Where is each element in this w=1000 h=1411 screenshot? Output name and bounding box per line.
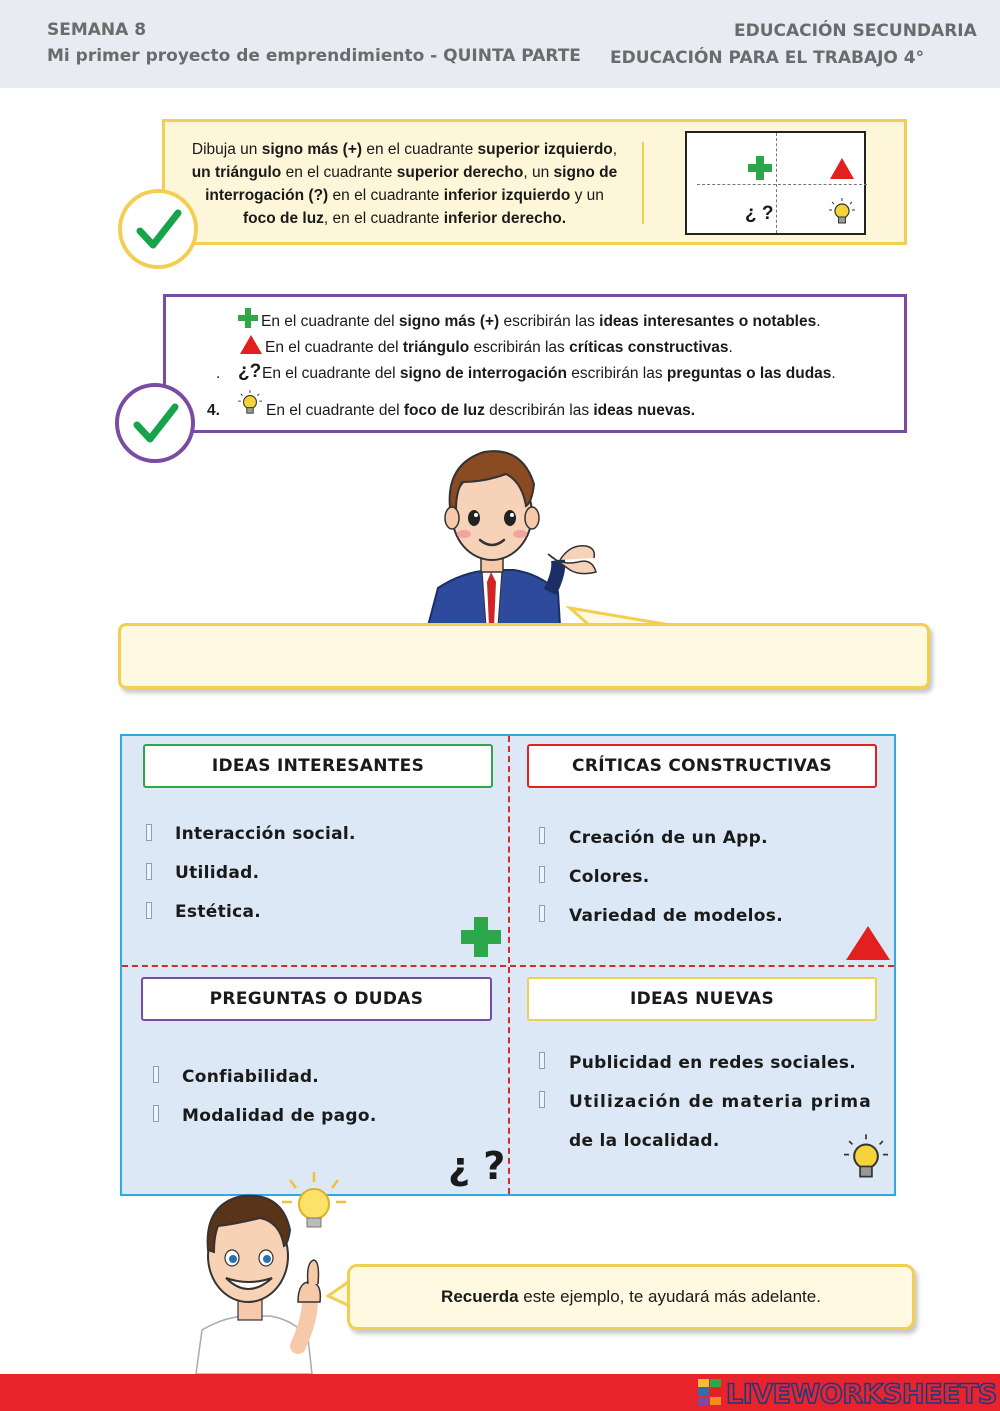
instruction-line-4: En el cuadrante del foco de luz describirán las ideas nuevas. [266,402,696,419]
bullet-icon [539,905,545,922]
reminder-speech-bubble [347,1264,915,1330]
plus-icon [748,156,772,180]
quadrant-panel [120,734,896,1196]
bullet-icon [146,824,152,841]
question-mark-icon: ¿ ? [448,1144,506,1188]
instruction-1-text: Dibuja un signo más (+) en el cuadrante superior izquierdo, un triángulo en el cuadrante superior derecho, un signo de interrogación (?) en el cuadrante inferior izquierdo y un foco de luz, en el cuadrante inferior derecho. [177,138,632,230]
check-badge-2 [115,383,195,463]
instruction-line-1: En el cuadrante del signo más (+) escribirán las ideas interesantes o notables. [261,313,821,330]
list-item: Confiabilidad. [182,1067,320,1087]
answer-speech-bubble[interactable] [118,623,930,689]
bullet-icon [146,863,152,880]
quadrant-title-ideas-interesantes: IDEAS INTERESANTES [143,744,493,788]
quadrant-title-criticas-constructivas: CRÍTICAS CONSTRUCTIVAS [527,744,877,788]
lightbulb-icon [844,1132,888,1184]
bullet-icon [146,902,152,919]
bullet-icon [153,1105,159,1122]
list-number: 4. [207,402,220,419]
lightbulb-icon [829,197,855,227]
checkmark-icon [133,401,179,447]
project-title: Mi primer proyecto de emprendimiento - QUINTA PARTE [47,46,581,66]
instruction-line-2: En el cuadrante del triángulo escribirán las críticas constructivas. [265,339,733,356]
bullet-icon [539,1091,545,1108]
bullet-icon [539,1052,545,1069]
instruction-box-1 [162,119,907,245]
check-badge-1 [118,189,198,269]
liveworksheets-brand[interactable]: LIVEWORKSHEETS [726,1379,997,1410]
reminder-text: Recuerda este ejemplo, te ayudará más adelante. [441,1287,821,1306]
list-item: Utilización de materia prima [569,1092,872,1112]
divider [122,965,894,967]
presenter-character-illustration [410,442,610,626]
triangle-icon [846,926,890,960]
liveworksheets-logo-icon [698,1379,722,1405]
question-mark-icon: ¿? [238,361,262,382]
divider [697,184,867,185]
list-item: Creación de un App. [569,828,768,848]
bullet-icon [153,1066,159,1083]
quadrant-title-ideas-nuevas: IDEAS NUEVAS [527,977,877,1021]
week-label: SEMANA 8 [47,20,147,40]
question-mark-icon: ¿ ? [745,203,774,224]
list-item-continuation: de la localidad. [569,1131,720,1151]
instruction-box-2 [163,294,907,433]
list-item: Colores. [569,867,650,887]
plus-icon [238,308,258,328]
list-item: Modalidad de pago. [182,1106,377,1126]
list-item: Estética. [175,902,262,922]
quadrant-example [685,131,866,235]
divider [776,133,777,233]
triangle-icon [240,335,262,354]
course-label: EDUCACIÓN PARA EL TRABAJO 4° [610,48,925,68]
level-label: EDUCACIÓN SECUNDARIA [734,21,977,41]
quadrant-title-preguntas-o-dudas: PREGUNTAS O DUDAS [141,977,492,1021]
list-item: Utilidad. [175,863,260,883]
boy-character-illustration [186,1170,352,1374]
instruction-line-3: En el cuadrante del signo de interrogación escribirán las preguntas o las dudas. [262,365,836,382]
bullet-icon [539,866,545,883]
checkmark-icon [136,207,182,253]
triangle-icon [830,158,854,179]
bullet-dot: . [216,365,221,382]
list-item: Interacción social. [175,824,356,844]
divider [642,142,644,224]
lightbulb-icon [238,389,262,417]
plus-icon [461,917,501,957]
page-header [0,0,1000,88]
list-item: Variedad de modelos. [569,906,783,926]
list-item: Publicidad en redes sociales. [569,1053,857,1073]
bullet-icon [539,827,545,844]
